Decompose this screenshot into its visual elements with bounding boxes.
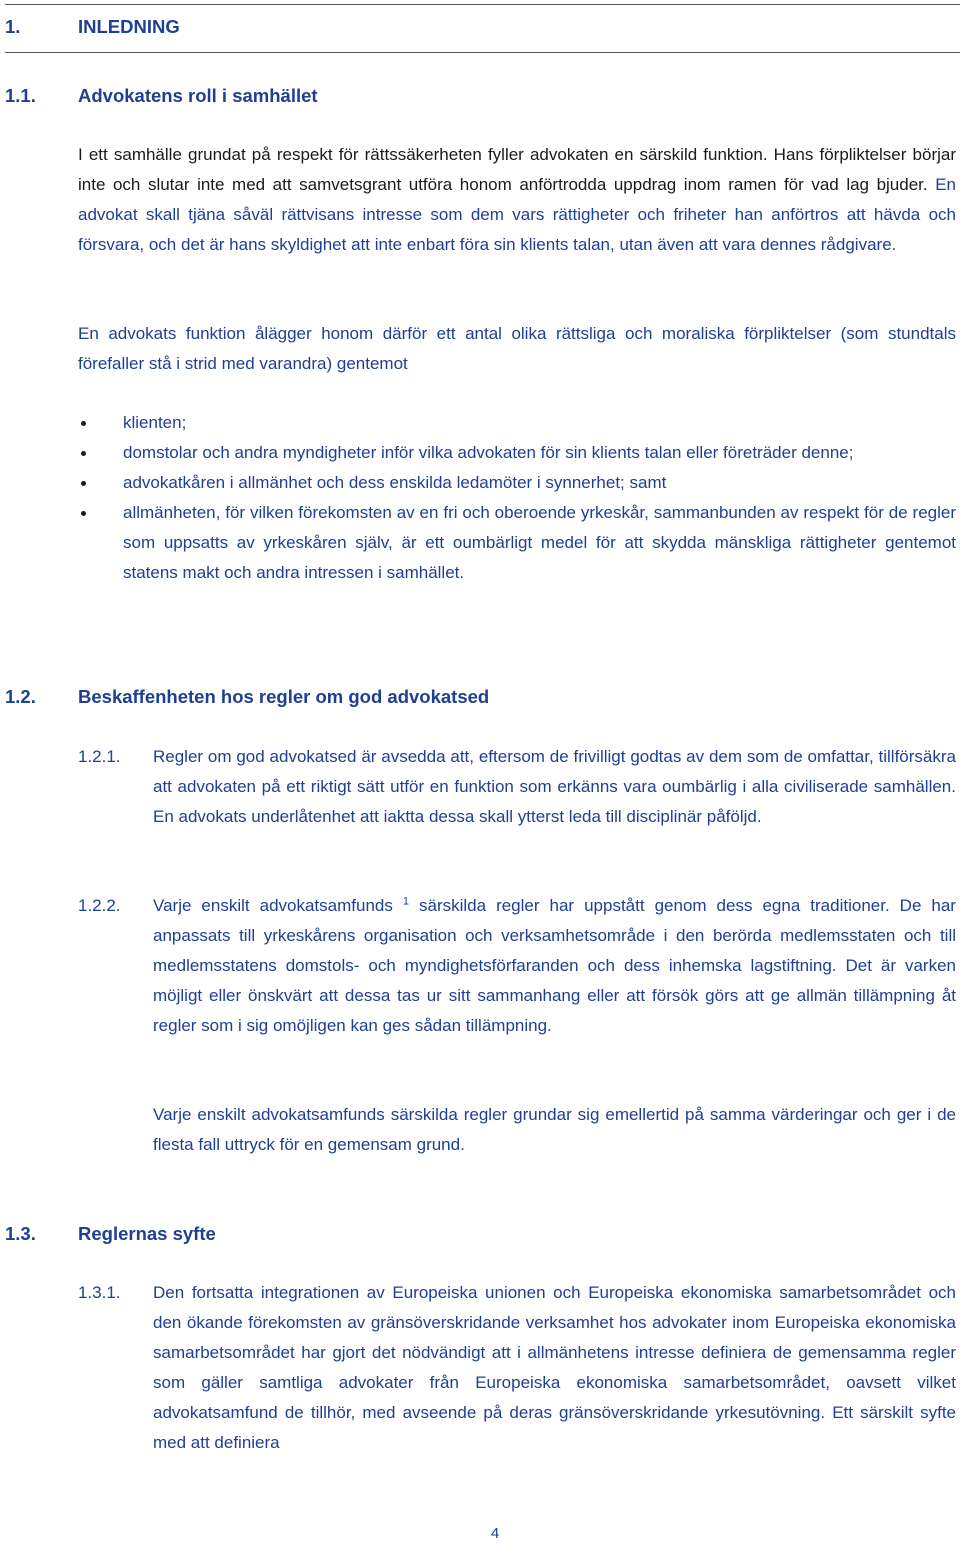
section-1-1-number: 1.1. (5, 85, 36, 106)
top-rule (5, 4, 960, 5)
list-item-text: domstolar och andra myndigheter inför vilka advokaten för sin klients talan eller företräder denne; (123, 443, 854, 462)
role-paragraph-2: En advokats funktion ålägger honom därför ett antal olika rättsliga och moraliska förpliktelser (som stundtals förefaller stå i strid med varandra) gentemot (78, 324, 956, 373)
section-1-2-number: 1.2. (5, 686, 36, 707)
role-paragraph-1 (78, 140, 956, 260)
list-item-text: klienten; (123, 413, 187, 432)
list-item (78, 408, 956, 438)
footnote-marker: 1 (402, 895, 409, 908)
role-paragraph-1-part-1: I ett samhälle grundat på respekt för rättssäkerheten fyller advokaten en särskild funktion. Hans förpliktelser börjar inte och slutar inte med att samvetsgrant utföra honom anförtrodda uppdrag inom ramen för vad lag bjuder. (78, 145, 956, 194)
section-1-3-number: 1.3. (5, 1223, 36, 1244)
section-1-number: 1. (5, 16, 21, 37)
item-1-2-1-text: Regler om god advokatsed är avsedda att, eftersom de frivilligt godtas av dem som de omfattar, tillförsäkra att advokaten på ett riktigt sätt utför en funktion som erkänns vara oumbärlig i alla civiliserade samhällen. En advokats underlåtenhet att iaktta dessa skall ytterst leda till disciplinär påföljd. (153, 747, 956, 826)
bullet-icon (81, 421, 86, 426)
page-number: 4 (490, 1525, 500, 1542)
section-1-title: INLEDNING (78, 16, 180, 37)
section-1-1-title: Advokatens roll i samhället (78, 85, 318, 106)
bullet-icon (81, 511, 86, 516)
bullet-icon (81, 481, 86, 486)
item-1-2-2-text-rest: särskilda regler har uppstått genom dess egna traditioner. De har anpassats till yrkeskårens organisation och verksamhetsområde i den berörda medlemsstaten och till medlemsstatens domstols- och myndighetsförfaranden och dess inhemska lagstiftning. Det är varken möjligt eller önskvärt att dessa tas ur sitt sammanhang eller att försök görs att ge allmän tillämpning åt regler som i sig omöjligen kan ges sådan tillämpning. (153, 896, 956, 1035)
bullet-icon (81, 451, 86, 456)
item-1-2-2-number: 1.2.2. (78, 896, 121, 915)
item-1-2-2 (78, 891, 956, 1041)
item-1-2-1 (78, 742, 956, 832)
obligations-list (78, 408, 956, 588)
list-item (78, 498, 956, 588)
item-1-2-2-text (153, 891, 956, 1041)
list-item (78, 438, 956, 468)
item-1-3-1-number: 1.3.1. (78, 1283, 121, 1302)
heading-rule (5, 52, 960, 53)
section-1-2-title: Beskaffenheten hos regler om god advokatsed (78, 686, 490, 707)
item-1-3-1-text: Den fortsatta integrationen av Europeiska unionen och Europeiska ekonomiska samarbetsområdet och den ökande förekomsten av gränsöverskridande verksamhet hos advokater inom Europeiska ekonomiska samarbetsområdet har gjort det nödvändigt att i allmänhetens intresse definiera de gemensamma regler som gäller samtliga advokater från Europeiska ekonomiska samarbetsområdet, oavsett vilket advokatsamfund de tillhör, med avseende på deras gränsöverskridande yrkesutövning. Ett särskilt syfte med att definiera (153, 1283, 956, 1452)
section-1-3-title: Reglernas syfte (78, 1223, 216, 1244)
item-1-2-2-text-start: Varje enskilt advokatsamfunds (153, 896, 393, 915)
list-item-text: allmänheten, för vilken förekomsten av en fri och oberoende yrkeskår, sammanbunden av respekt för de regler som uppsatts av yrkeskåren själv, är ett oumbärligt medel för att skydda mänskliga rättigheter gentemot statens makt och andra intressen i samhället. (123, 503, 956, 582)
item-1-2-2-paragraph-2 (78, 1100, 956, 1160)
item-1-2-2-paragraph-2-text: Varje enskilt advokatsamfunds särskilda regler grundar sig emellertid på samma värderingar och ger i de flesta fall uttryck för en gemensam grund. (153, 1105, 956, 1154)
list-item (78, 468, 956, 498)
list-item-text: advokatkåren i allmänhet och dess enskilda ledamöter i synnerhet; samt (123, 473, 667, 492)
role-paragraph-1-part-2: En advokat skall tjäna såväl rättvisans intresse som dem vars rättigheter och friheter han anförtros att hävda och försvara, och det är hans skyldighet att inte enbart föra sin klients talan, utan även att vara dennes rådgivare. (78, 175, 956, 254)
item-1-2-1-number: 1.2.1. (78, 747, 121, 766)
item-1-3-1 (78, 1278, 956, 1458)
